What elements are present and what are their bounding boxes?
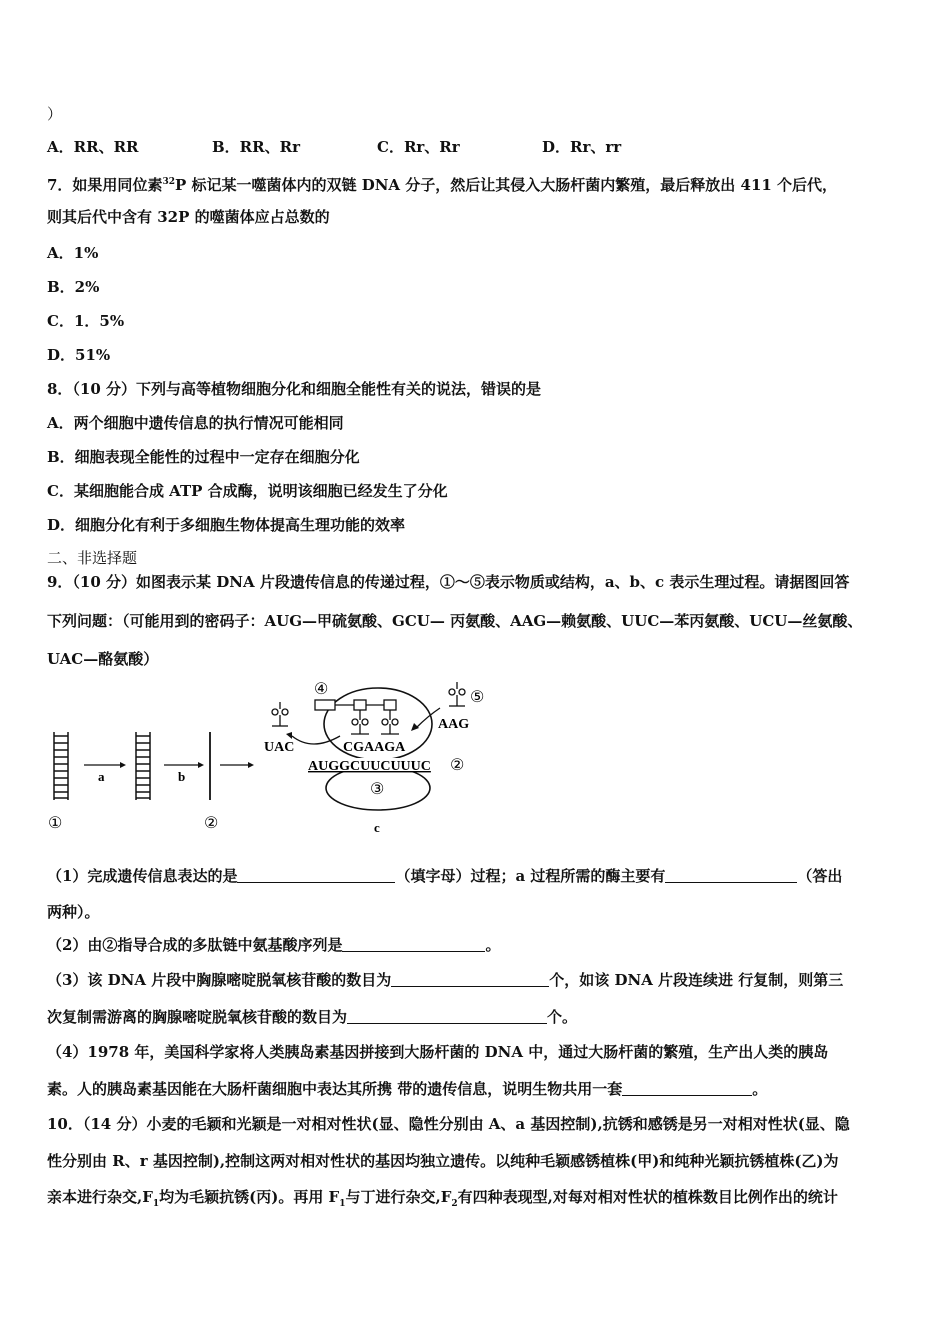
q6-paren: ） — [47, 105, 63, 123]
q9-part3-line2 — [47, 1007, 577, 1027]
label-5: ⑤ — [470, 689, 485, 706]
q9-part3-pre: （3）该 DNA 片段中胸腺嘧啶脱氧核苷酸的数目为 — [47, 971, 392, 989]
q8-option-a: A．两个细胞中遗传信息的执行情况可能相同 — [47, 414, 344, 432]
aag-label: AAG — [438, 717, 470, 732]
q6-option-c: C．Rr、Rr — [377, 138, 460, 156]
q8-stem: 8．（10 分）下列与高等植物细胞分化和细胞全能性有关的说法，错误的是 — [47, 380, 542, 398]
trna-incoming — [449, 682, 465, 706]
q9-part2-post: 。 — [485, 936, 501, 954]
q9-part1-blank1[interactable] — [237, 867, 395, 883]
q7-isotope-sup: 32 — [162, 177, 175, 187]
label-b: b — [178, 769, 186, 784]
q8-option-c: C．某细胞能合成 ATP 合成酶，说明该细胞已经发生了分化 — [47, 482, 448, 500]
section-heading: 二、非选择题 — [47, 549, 138, 567]
q9-part2 — [47, 935, 500, 955]
q9-part4-line2 — [47, 1079, 767, 1099]
q9-stem-line3: UAC—酪氨酸） — [47, 650, 159, 668]
q7-stem-pre: 7．如果用同位素 — [47, 176, 163, 194]
q9-part1-line1 — [47, 866, 842, 886]
label-c: c — [374, 820, 380, 835]
mrna-sequence: AUGGCUUCUUUC — [308, 759, 431, 774]
q9-part4-line1: （4）1978 年，美国科学家将人类胰岛素基因拼接到大肠杆菌的 DNA 中，通过大肠杆菌的繁殖，生产出人类的胰岛 — [47, 1043, 829, 1061]
q8-option-d: D．细胞分化有利于多细胞生物体提高生理功能的效率 — [47, 516, 406, 534]
q9-stem-line1: 9．（10 分）如图表示某 DNA 片段遗传信息的传递过程，①～⑤表示物质或结构，a、b、c 表示生理过程。请据图回答 — [47, 573, 850, 591]
arrow-b — [164, 762, 204, 768]
q9-part3-post: 个，如该 DNA 片段连续进 行复制，则第三 — [549, 971, 844, 989]
q9-part3-blank1[interactable] — [391, 971, 549, 987]
q10-line3-mid2: 与丁进行杂交,F — [345, 1188, 452, 1206]
q10-line1: 10．（14 分）小麦的毛颖和光颖是一对相对性状(显、隐性分别由 A、a 基因控制),抗锈和感锈是另一对相对性状(显、隐 — [47, 1115, 850, 1133]
label-3: ③ — [370, 781, 385, 798]
label-2-right: ② — [450, 757, 465, 774]
q9-part1-post: （答出 — [797, 867, 843, 885]
q10-sub-3: 2 — [451, 1199, 458, 1209]
q7-option-b: B．2% — [47, 278, 100, 296]
q6-option-a: A．RR、RR — [47, 138, 139, 156]
label-a: a — [98, 769, 105, 784]
dna-ladder-2 — [136, 732, 150, 800]
trna-leaving — [272, 702, 288, 726]
q7-stem-post: P 标记某一噬菌体内的双链 DNA 分子，然后让其侵入大肠杆菌内繁殖，最后释放出 411 个后代， — [174, 176, 838, 194]
q9-part1-pre: （1）完成遗传信息表达的是 — [47, 867, 238, 885]
q6-option-b: B．RR、Rr — [212, 138, 300, 156]
q10-sub-1: 1 — [152, 1199, 160, 1209]
q6-options — [47, 137, 621, 157]
label-4: ④ — [314, 681, 329, 698]
q10-line3 — [47, 1187, 838, 1214]
arrow-to-translation — [220, 762, 254, 768]
q10-line3-pre: 亲本进行杂交,F — [47, 1188, 153, 1206]
amino-acid-block — [315, 700, 335, 710]
q9-stem-line2: 下列问题：（可能用到的密码子：AUG—甲硫氨酸、GCU— 丙氨酸、AAG—赖氨酸、UUC—苯丙氨酸、UCU—丝氨酸、 — [47, 612, 863, 630]
q7-stem-line1 — [47, 172, 837, 195]
q10-line3-post: 有四种表现型,对每对相对性状的植株数目比例作出的统计 — [457, 1188, 838, 1206]
q10-line2: 性分别由 R、r 基因控制),控制这两对相对性状的基因均独立遗传。以纯种毛颖感锈植株(甲)和纯种光颖抗锈植株(乙)为 — [47, 1152, 839, 1170]
q9-part1-blank2[interactable] — [665, 867, 797, 883]
arrow-a — [84, 762, 126, 768]
q7-option-d: D．51% — [47, 346, 111, 364]
q9-part4-blank[interactable] — [622, 1080, 752, 1096]
q9-part3-line2-pre: 次复制需游离的胸腺嘧啶脱氧核苷酸的数目为 — [47, 1008, 348, 1026]
anticodon-sequence: CGAAGA — [343, 740, 406, 755]
label-2-left: ② — [204, 815, 219, 832]
q10-sub-2: 1 — [339, 1199, 346, 1209]
q9-part2-pre: （2）由②指导合成的多肽链中氨基酸序列是 — [47, 936, 343, 954]
q7-option-a: A．1% — [47, 244, 99, 262]
q6-option-d: D．Rr、rr — [542, 138, 622, 156]
q9-part3-line1 — [47, 970, 843, 990]
dna-ladder-1 — [54, 732, 68, 800]
q9-part4-line2-post: 。 — [752, 1080, 768, 1098]
q9-figure — [40, 678, 520, 840]
q9-part1-mid: （填字母）过程；a 过程所需的酶主要有 — [395, 867, 666, 885]
q9-part3-line2-post: 个。 — [547, 1008, 578, 1026]
label-1: ① — [48, 815, 63, 832]
q9-part4-line2-pre: 素。人的胰岛素基因能在大肠杆菌细胞中表达其所携 带的遗传信息，说明生物共用一套 — [47, 1080, 623, 1098]
q10-line3-mid: 均为毛颖抗锈(丙)。再用 F — [159, 1188, 340, 1206]
q8-option-b: B．细胞表现全能性的过程中一定存在细胞分化 — [47, 448, 360, 466]
q7-stem-line2: 则其后代中含有 32P 的噬菌体应占总数的 — [47, 208, 330, 226]
q9-part2-blank[interactable] — [342, 936, 485, 952]
q9-part1-line2: 两种）。 — [47, 903, 100, 921]
trna-in-ribosome-2 — [381, 710, 399, 734]
uac-label: UAC — [264, 740, 295, 755]
q9-part3-blank2[interactable] — [347, 1008, 547, 1024]
q7-option-c: C．1．5% — [47, 312, 125, 330]
trna-in-ribosome-1 — [351, 710, 369, 734]
